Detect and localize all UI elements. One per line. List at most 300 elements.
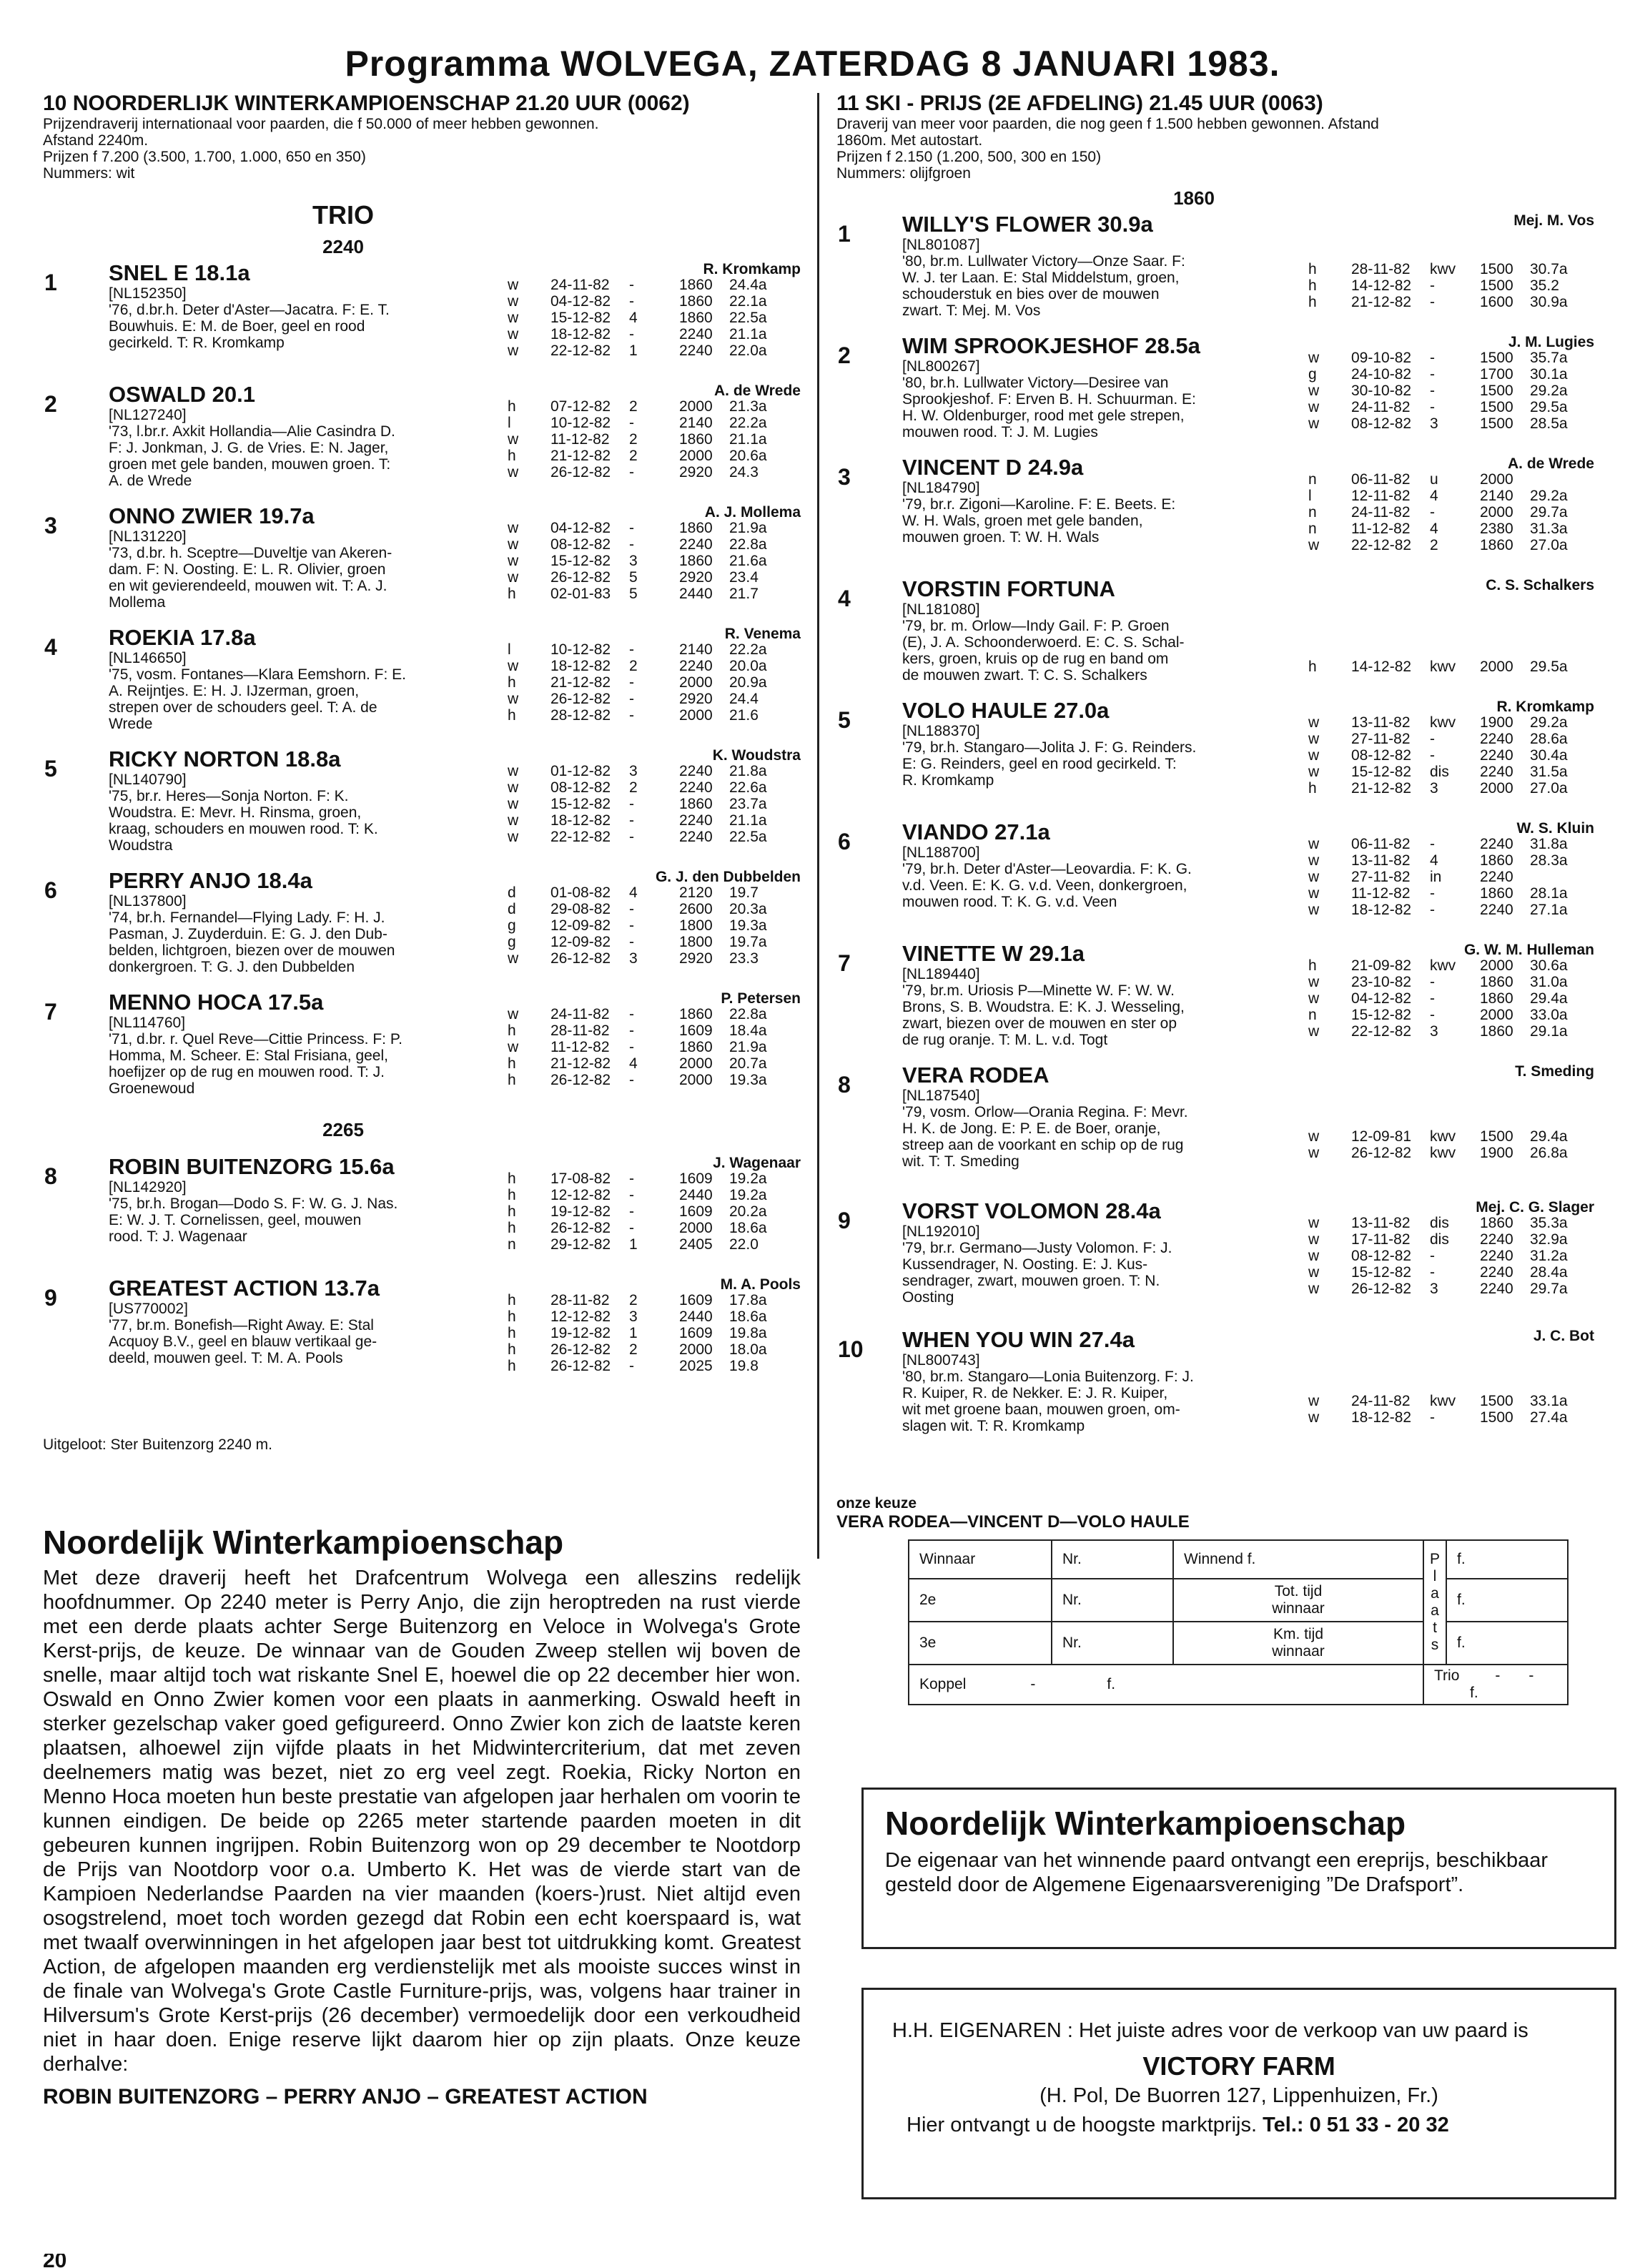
performance-cell: w — [1308, 1023, 1320, 1040]
performance-row — [508, 796, 779, 812]
performance-cell: d — [508, 884, 516, 901]
horse-description: [NL800743] — [902, 1352, 980, 1369]
performance-cell: 08-12-82 — [1351, 1248, 1412, 1264]
performance-cell: 21-09-82 — [1351, 957, 1412, 974]
horse-description: de rug oranje. T: M. L. v.d. Togt — [902, 1032, 1108, 1048]
performance-row — [1308, 399, 1580, 415]
trainer-name: Mej. C. G. Slager — [1476, 1199, 1594, 1216]
performance-cell: 11-12-82 — [550, 431, 610, 448]
performance-cell: 27-11-82 — [1351, 731, 1411, 747]
performance-cell: 22.0 — [729, 1236, 759, 1253]
performance-cell: kwv — [1430, 957, 1456, 974]
performance-cell: h — [508, 1358, 516, 1374]
horse-number: 1 — [838, 221, 851, 247]
performance-cell: w — [508, 1006, 519, 1022]
performance-cell: 19.3a — [729, 917, 767, 934]
performance-cell: h — [1308, 780, 1317, 797]
performance-row — [508, 448, 779, 464]
performance-cell: 26-12-82 — [1351, 1145, 1412, 1161]
performance-row — [1308, 659, 1580, 675]
performance-cell: 26-12-82 — [1351, 1281, 1412, 1297]
performance-cell: 18-12-82 — [1351, 1409, 1412, 1426]
performance-cell: - — [629, 415, 634, 431]
performance-cell: 20.6a — [729, 448, 767, 464]
performance-cell: 27.4a — [1530, 1409, 1568, 1426]
performance-cell: 22.1a — [729, 293, 767, 310]
performance-cell: 29.5a — [1530, 659, 1568, 675]
performance-cell: 27.0a — [1530, 780, 1568, 797]
performance-cell: w — [1308, 974, 1320, 990]
race-info-line: Prijzendraverij internationaal voor paarden, die f 50.000 of meer hebben gewonnen. — [43, 116, 599, 132]
performance-cell: 11-12-82 — [1351, 521, 1411, 537]
performance-cell: 24-11-82 — [1351, 1393, 1411, 1409]
performance-cell: 21-12-82 — [550, 448, 611, 464]
horse-description: Kussendrager, N. Oosting. E: J. Kus- — [902, 1256, 1148, 1273]
performance-row — [1308, 747, 1580, 764]
trainer-name: G. J. den Dubbelden — [655, 869, 801, 885]
performance-cell: g — [1308, 366, 1317, 383]
article — [43, 1523, 801, 2109]
performance-cell: 2920 — [679, 569, 713, 586]
performance-cell: 24.4 — [729, 691, 759, 707]
performance-cell: - — [629, 1039, 634, 1055]
performance-row — [508, 691, 779, 707]
horse-description: Bouwhuis. E: M. de Boer, geel en rood — [109, 318, 365, 335]
koppel-cell[interactable]: Koppel - f. — [909, 1665, 1423, 1705]
performance-table — [1308, 261, 1580, 310]
performance-cell: 1609 — [679, 1170, 713, 1187]
performance-cell: 1860 — [1480, 974, 1513, 990]
performance-row — [508, 901, 779, 917]
performance-cell: 33.0a — [1530, 1007, 1568, 1023]
performance-cell: 2240 — [1480, 836, 1513, 852]
performance-cell: 2440 — [679, 1187, 713, 1203]
performance-cell: 26-12-82 — [550, 1358, 611, 1374]
horse-description: Acquoy B.V., geel en blauw vertikaal ge- — [109, 1333, 377, 1350]
horse-description: E: W. J. T. Cornelissen, geel, mouwen — [109, 1212, 362, 1228]
horse-description: '79, br.m. Uriosis P—Minette W. F: W. W. — [902, 982, 1175, 999]
performance-cell: 14-12-82 — [1351, 277, 1412, 294]
horse-name: VORSTIN FORTUNA — [902, 576, 1115, 601]
horse-number: 7 — [838, 950, 851, 976]
performance-cell: 4 — [1430, 521, 1438, 537]
horse-description: mouwen rood. T: K. G. v.d. Veen — [902, 894, 1117, 910]
race-info-line: Afstand 2240m. — [43, 132, 149, 149]
prize-box-text: De eigenaar van het winnende paard ontvangt een ereprijs, beschikbaar gesteld door de Algemene Eigenaarsvereniging ”De Drafsport”. — [885, 1849, 1549, 1896]
horse-description: R. Kromkamp — [902, 772, 994, 789]
performance-cell: 21.9a — [729, 520, 767, 536]
performance-cell: w — [1308, 537, 1320, 553]
performance-row — [1308, 1215, 1580, 1231]
performance-cell: 2140 — [679, 641, 713, 658]
performance-cell: 2000 — [679, 1220, 713, 1236]
performance-row — [508, 1055, 779, 1072]
article-body: Met deze draverij heeft het Drafcentrum Wolvega een alleszins redelijk hoofdnummer. Op 2240 meter is Perry Anjo, die zijn heroptreden na rust vierde met een derde plaats achter Serge Buitenzorg en Veloce in Wolvega's Grote Kerst-prijs, de keuze. De winnaar van de Gouden Zweep stellen wij boven de snelle, maar altijd toch wat riskante Snel E, hoewel die op 22 december hier won. Oswald en Onno Zwier komen voor een plaats in aanmerking. Oswald heeft in sterker gezelschap vaker goed gefigureerd. Onno Zwier kon zich de laatste keren plaatsen, alhoewel zijn vijfde plaats in het Midwintercriterium, dat met zeven deelnemers matig was bezet, niet zo erg veel zegt. Roekia, Ricky Norton en Menno Hoca moeten hun beste prestatie van afgelopen jaar herhalen om voorin te kunnen eindigen. De beide op 2265 meter startende paarden moeten in dit gebeuren kunnen ingrijpen. Robin Buitenzorg won op 29 december te Nootdorp de Prijs van Nootdorp voor o.a. Umberto K. Het was de vierde start van de Kampioen Nederlandse Paarden na vier maanden (koers-)rust. Niet altijd even osogstrelend, moet toch worden gezegd dat Robin een echt koerspaard is, wat met twaalf overwinningen in het afgelopen jaar best tot uitdrukking komt. Greatest Action, de afgelopen maanden erg verdienstelijk met als mooiste succes winst in de finale van Wolvega's Grote Castle Furniture-prijs, was, volgens haar trainer in Hilversum's Grote Kerst-prijs (26 december) vermoedelijk door een verkoudheid niet in haar doen. Enige reserve lijkt daarom hier op zijn plaats. Onze keuze derhalve: — [43, 1567, 801, 2076]
performance-cell: n — [1308, 1007, 1317, 1023]
horse-description: Sprookjeshof. F: Erven B. H. Schuurman. E: — [902, 391, 1196, 408]
performance-cell: 2920 — [679, 950, 713, 967]
performance-row — [508, 310, 779, 326]
trainer-name: R. Kromkamp — [703, 261, 801, 277]
horse-body — [109, 747, 552, 854]
performance-row — [508, 1358, 779, 1374]
performance-cell: 08-12-82 — [550, 536, 611, 553]
performance-cell: 2000 — [1480, 471, 1513, 488]
horse-description: '79, br.r. Germano—Justy Volomon. F: J. — [902, 1240, 1172, 1256]
page-number: 20 — [43, 2254, 67, 2268]
performance-cell: - — [629, 1358, 634, 1374]
performance-cell: 17-08-82 — [550, 1170, 611, 1187]
horse-body — [902, 455, 1331, 546]
performance-table — [508, 884, 779, 967]
horse-description: '76, d.br.h. Deter d'Aster—Jacatra. F: E. T. — [109, 302, 390, 318]
horse-description: [US770002] — [109, 1301, 188, 1317]
performance-cell: 2000 — [1480, 659, 1513, 675]
performance-cell: 15-12-82 — [550, 553, 611, 569]
performance-cell: l — [1308, 488, 1312, 504]
horse-name: SNEL E 18.1a — [109, 260, 250, 285]
performance-row — [508, 520, 779, 536]
performance-cell: 08-12-82 — [550, 779, 611, 796]
performance-cell: w — [1308, 764, 1320, 780]
performance-cell: 2000 — [1480, 780, 1513, 797]
performance-cell: 35.2 — [1530, 277, 1559, 294]
article-pick: ROBIN BUITENZORG – PERRY ANJO – GREATEST ACTION — [43, 2085, 648, 2109]
horse-body — [109, 261, 552, 351]
horse-name: VIANDO 27.1a — [902, 819, 1050, 844]
performance-cell: 07-12-82 — [550, 398, 611, 415]
performance-cell: 2000 — [1480, 1007, 1513, 1023]
performance-cell: 27.1a — [1530, 902, 1568, 918]
horse-description: '77, br.m. Bonefish—Right Away. E: Stal — [109, 1317, 374, 1333]
performance-cell: 21.3a — [729, 398, 767, 415]
horse-description: groen met gele banden, mouwen groen. T: — [109, 456, 391, 473]
horse-name: ONNO ZWIER 19.7a — [109, 503, 315, 528]
performance-cell: 20.7a — [729, 1055, 767, 1072]
performance-cell: 2240 — [1480, 1248, 1513, 1264]
performance-cell: 3 — [1430, 780, 1438, 797]
performance-cell: 28-11-82 — [1351, 261, 1411, 277]
performance-row — [1308, 1409, 1580, 1426]
horse-description: A. Reijntjes. E: H. J. IJzerman, groen, — [109, 683, 360, 699]
performance-cell: 29-12-82 — [550, 1236, 611, 1253]
horse-name: WIM SPROOKJESHOF 28.5a — [902, 333, 1200, 358]
performance-table — [508, 763, 779, 845]
ad-address: (H. Pol, De Buorren 127, Lippenhuizen, Fr.) — [1039, 2084, 1438, 2107]
performance-cell: w — [1308, 990, 1320, 1007]
trainer-name: A. de Wrede — [1508, 455, 1594, 472]
performance-table — [1308, 471, 1580, 553]
horse-number: 2 — [838, 342, 851, 368]
performance-row — [508, 934, 779, 950]
horse-description: belden, lichtgroen, biezen over de mouwen — [109, 942, 395, 959]
plaats-f-1[interactable]: f. — [1446, 1540, 1568, 1579]
performance-cell: 17.8a — [729, 1292, 767, 1308]
horse-description: R. Kuiper, R. de Nekker. E: J. R. Kuiper, — [902, 1385, 1168, 1401]
horse-description: en wit gevierendeeld, mouwen wit. T: A. J. — [109, 578, 387, 594]
horse-number: 1 — [44, 270, 57, 295]
performance-row — [1308, 957, 1580, 974]
performance-row — [508, 326, 779, 342]
performance-row — [508, 1187, 779, 1203]
plaats-f-3[interactable]: f. — [1446, 1622, 1568, 1665]
performance-cell: h — [508, 707, 516, 724]
performance-cell: 32.9a — [1530, 1231, 1568, 1248]
horse-name: OSWALD 20.1 — [109, 382, 255, 407]
performance-cell: 29.4a — [1530, 1128, 1568, 1145]
performance-cell: 1609 — [679, 1203, 713, 1220]
performance-cell: w — [1308, 869, 1320, 885]
performance-cell: l — [508, 641, 511, 658]
performance-cell: - — [629, 812, 634, 829]
performance-cell: - — [629, 277, 634, 293]
horse-description: Oosting — [902, 1289, 954, 1306]
horse-name: VOLO HAULE 27.0a — [902, 698, 1110, 723]
performance-cell: 01-08-82 — [550, 884, 611, 901]
performance-row — [1308, 537, 1580, 553]
horse-description: '75, br.r. Heres—Sonja Norton. F: K. — [109, 788, 349, 804]
horse-description: [NL152350] — [109, 285, 187, 302]
performance-row — [508, 464, 779, 480]
performance-row — [508, 763, 779, 779]
performance-cell: w — [508, 310, 519, 326]
tot-tijd-label: Tot. tijd winnaar — [1173, 1579, 1423, 1622]
performance-cell: 12-09-82 — [550, 917, 611, 934]
performance-cell: dis — [1430, 1215, 1449, 1231]
horse-description: '75, br.h. Brogan—Dodo S. F: W. G. J. Nas. — [109, 1195, 398, 1212]
performance-cell: 3 — [1430, 415, 1438, 432]
performance-cell: 2140 — [1480, 488, 1513, 504]
performance-cell: 21.1a — [729, 326, 767, 342]
horse-description: '79, br.h. Stangaro—Jolita J. F: G. Reinders. — [902, 739, 1197, 756]
performance-row — [1308, 1007, 1580, 1023]
horse-name: VINCENT D 24.9a — [902, 455, 1084, 480]
third-label: 3e — [909, 1622, 1052, 1665]
horse-number: 5 — [838, 707, 851, 733]
performance-row — [1308, 1248, 1580, 1264]
horse-body — [109, 626, 552, 732]
performance-cell: w — [1308, 1393, 1320, 1409]
performance-cell: - — [629, 1220, 634, 1236]
performance-cell: 2000 — [679, 448, 713, 464]
performance-row — [508, 1308, 779, 1325]
performance-cell: w — [508, 569, 519, 586]
horse-description: mouwen groen. T: W. H. Wals — [902, 529, 1100, 546]
performance-cell: - — [1430, 504, 1435, 521]
performance-cell: - — [1430, 836, 1435, 852]
performance-cell: 4 — [629, 884, 638, 901]
performance-cell: 30.9a — [1530, 294, 1568, 310]
performance-row — [1308, 714, 1580, 731]
performance-cell: - — [1430, 1248, 1435, 1264]
performance-cell: w — [1308, 885, 1320, 902]
horse-number: 9 — [44, 1285, 57, 1311]
performance-row — [1308, 869, 1580, 885]
performance-row — [508, 431, 779, 448]
performance-cell: 12-12-82 — [550, 1187, 611, 1203]
performance-cell: 1860 — [679, 293, 713, 310]
performance-cell: 29.5a — [1530, 399, 1568, 415]
horse-description: [NL189440] — [902, 966, 980, 982]
performance-cell: - — [629, 917, 634, 934]
performance-cell: 1500 — [1480, 415, 1513, 432]
horse-name: ROEKIA 17.8a — [109, 625, 256, 650]
performance-cell: 2920 — [679, 691, 713, 707]
performance-cell: 1500 — [1480, 277, 1513, 294]
performance-cell: 18.4a — [729, 1022, 767, 1039]
horse-body — [902, 334, 1331, 440]
race-info-line: 1860m. Met autostart. — [836, 132, 983, 149]
performance-cell: 21-12-82 — [550, 1055, 611, 1072]
performance-row — [1308, 294, 1580, 310]
performance-row — [508, 586, 779, 602]
performance-row — [1308, 990, 1580, 1007]
performance-cell: dis — [1430, 1231, 1449, 1248]
performance-cell: n — [1308, 471, 1317, 488]
performance-cell: 23-10-82 — [1351, 974, 1412, 990]
performance-cell: w — [508, 326, 519, 342]
horse-description: hoefijzer op de rug en mouwen rood. T: J. — [109, 1064, 385, 1080]
performance-row — [1308, 488, 1580, 504]
plaats-f-2[interactable]: f. — [1446, 1579, 1568, 1622]
performance-cell: - — [629, 796, 634, 812]
prize-box-title: Noordelijk Winterkampioenschap — [885, 1805, 1406, 1842]
performance-table — [508, 1292, 779, 1374]
horse-name: MENNO HOCA 17.5a — [109, 990, 324, 1015]
performance-row — [1308, 1023, 1580, 1040]
performance-cell: 21-12-82 — [1351, 780, 1412, 797]
performance-cell: - — [629, 293, 634, 310]
horse-description: '74, br.h. Fernandel—Flying Lady. F: H. J. — [109, 909, 385, 926]
nr-label: Nr. — [1052, 1540, 1173, 1579]
race-10-heading: 10 NOORDERLIJK WINTERKAMPIOENSCHAP 21.20 UUR (0062) — [43, 92, 690, 115]
performance-row — [508, 779, 779, 796]
performance-cell: 2000 — [1480, 957, 1513, 974]
performance-row — [508, 917, 779, 934]
performance-cell: w — [1308, 1231, 1320, 1248]
performance-row — [508, 1236, 779, 1253]
performance-row — [508, 536, 779, 553]
performance-cell: w — [508, 812, 519, 829]
performance-cell: 31.2a — [1530, 1248, 1568, 1264]
km-tijd-label: Km. tijd winnaar — [1173, 1622, 1423, 1665]
trainer-name: W. S. Kluin — [1516, 820, 1594, 837]
performance-cell: h — [508, 1292, 516, 1308]
horse-description: W. H. Wals, groen met gele banden, — [902, 513, 1143, 529]
performance-cell: 22-12-82 — [1351, 1023, 1412, 1040]
performance-row — [1308, 471, 1580, 488]
horse-body — [902, 1199, 1331, 1306]
performance-cell: 2240 — [679, 829, 713, 845]
performance-cell: dis — [1430, 764, 1449, 780]
performance-cell: 21.1a — [729, 812, 767, 829]
performance-cell: 26-12-82 — [550, 1341, 611, 1358]
performance-cell: 2 — [629, 1341, 638, 1358]
horse-name: WILLY'S FLOWER 30.9a — [902, 212, 1153, 237]
horse-name: GREATEST ACTION 13.7a — [109, 1276, 380, 1301]
performance-cell: 2 — [1430, 537, 1438, 553]
horse-number: 2 — [44, 391, 57, 417]
performance-cell: n — [1308, 504, 1317, 521]
keuze-label: onze keuze — [836, 1495, 917, 1512]
performance-cell: 2240 — [679, 342, 713, 359]
performance-cell: 31.8a — [1530, 836, 1568, 852]
performance-table — [1308, 1128, 1580, 1161]
horse-body — [902, 577, 1331, 684]
performance-cell: w — [1308, 747, 1320, 764]
horse-body — [902, 1328, 1331, 1434]
trio-label: TRIO — [312, 200, 374, 230]
performance-cell: kwv — [1430, 1393, 1456, 1409]
distance-label: 2240 — [322, 236, 364, 257]
performance-cell: d — [508, 901, 516, 917]
performance-cell: h — [508, 1203, 516, 1220]
horse-description: strepen over de schouders geel. T: A. de — [109, 699, 377, 716]
performance-cell: - — [629, 1187, 634, 1203]
performance-cell: 2240 — [679, 763, 713, 779]
performance-cell: h — [1308, 957, 1317, 974]
performance-cell: 5 — [629, 569, 638, 586]
performance-cell: w — [1308, 1409, 1320, 1426]
performance-row — [1308, 836, 1580, 852]
horse-number: 10 — [838, 1336, 864, 1362]
horse-description: [NL137800] — [109, 893, 187, 909]
performance-cell: 2240 — [1480, 1264, 1513, 1281]
trio-cell[interactable]: Trio - -f. — [1423, 1665, 1568, 1705]
performance-row — [508, 398, 779, 415]
horse-name: PERRY ANJO 18.4a — [109, 868, 312, 893]
trainer-name: M. A. Pools — [720, 1276, 801, 1293]
performance-cell: w — [1308, 902, 1320, 918]
performance-cell: - — [1430, 1409, 1435, 1426]
performance-cell: w — [1308, 731, 1320, 747]
performance-cell: kwv — [1430, 1145, 1456, 1161]
performance-cell: 20.0a — [729, 658, 767, 674]
performance-cell: 13-11-82 — [1351, 714, 1411, 731]
victory-farm-ad — [861, 1988, 1616, 2199]
performance-cell: 15-12-82 — [1351, 1007, 1412, 1023]
performance-cell: 1609 — [679, 1292, 713, 1308]
performance-row — [508, 1220, 779, 1236]
performance-cell: 22.8a — [729, 536, 767, 553]
performance-cell: 3 — [1430, 1023, 1438, 1040]
horse-description: slagen wit. T: R. Kromkamp — [902, 1418, 1085, 1434]
performance-cell: 1860 — [1480, 990, 1513, 1007]
performance-cell: 18-12-82 — [550, 812, 611, 829]
performance-cell: 2440 — [679, 1308, 713, 1325]
performance-cell: 22.5a — [729, 829, 767, 845]
performance-cell: 29.1a — [1530, 1023, 1568, 1040]
performance-cell: 21.6a — [729, 553, 767, 569]
distance-label: 2265 — [322, 1119, 364, 1140]
trainer-name: J. C. Bot — [1533, 1328, 1594, 1344]
performance-cell: h — [508, 1308, 516, 1325]
performance-cell: 08-12-82 — [1351, 747, 1412, 764]
performance-table — [1308, 659, 1580, 675]
horse-description: [NL800267] — [902, 358, 980, 375]
performance-cell: 1500 — [1480, 383, 1513, 399]
performance-table — [508, 520, 779, 602]
trainer-name: C. S. Schalkers — [1486, 577, 1594, 593]
performance-cell: 2000 — [1480, 504, 1513, 521]
performance-cell: - — [1430, 902, 1435, 918]
horse-body — [902, 212, 1331, 319]
performance-cell: 3 — [629, 1308, 638, 1325]
performance-cell: - — [629, 520, 634, 536]
horse-description: [NL142920] — [109, 1179, 187, 1195]
trainer-name: J. M. Lugies — [1508, 334, 1594, 350]
horse-body — [109, 504, 552, 611]
